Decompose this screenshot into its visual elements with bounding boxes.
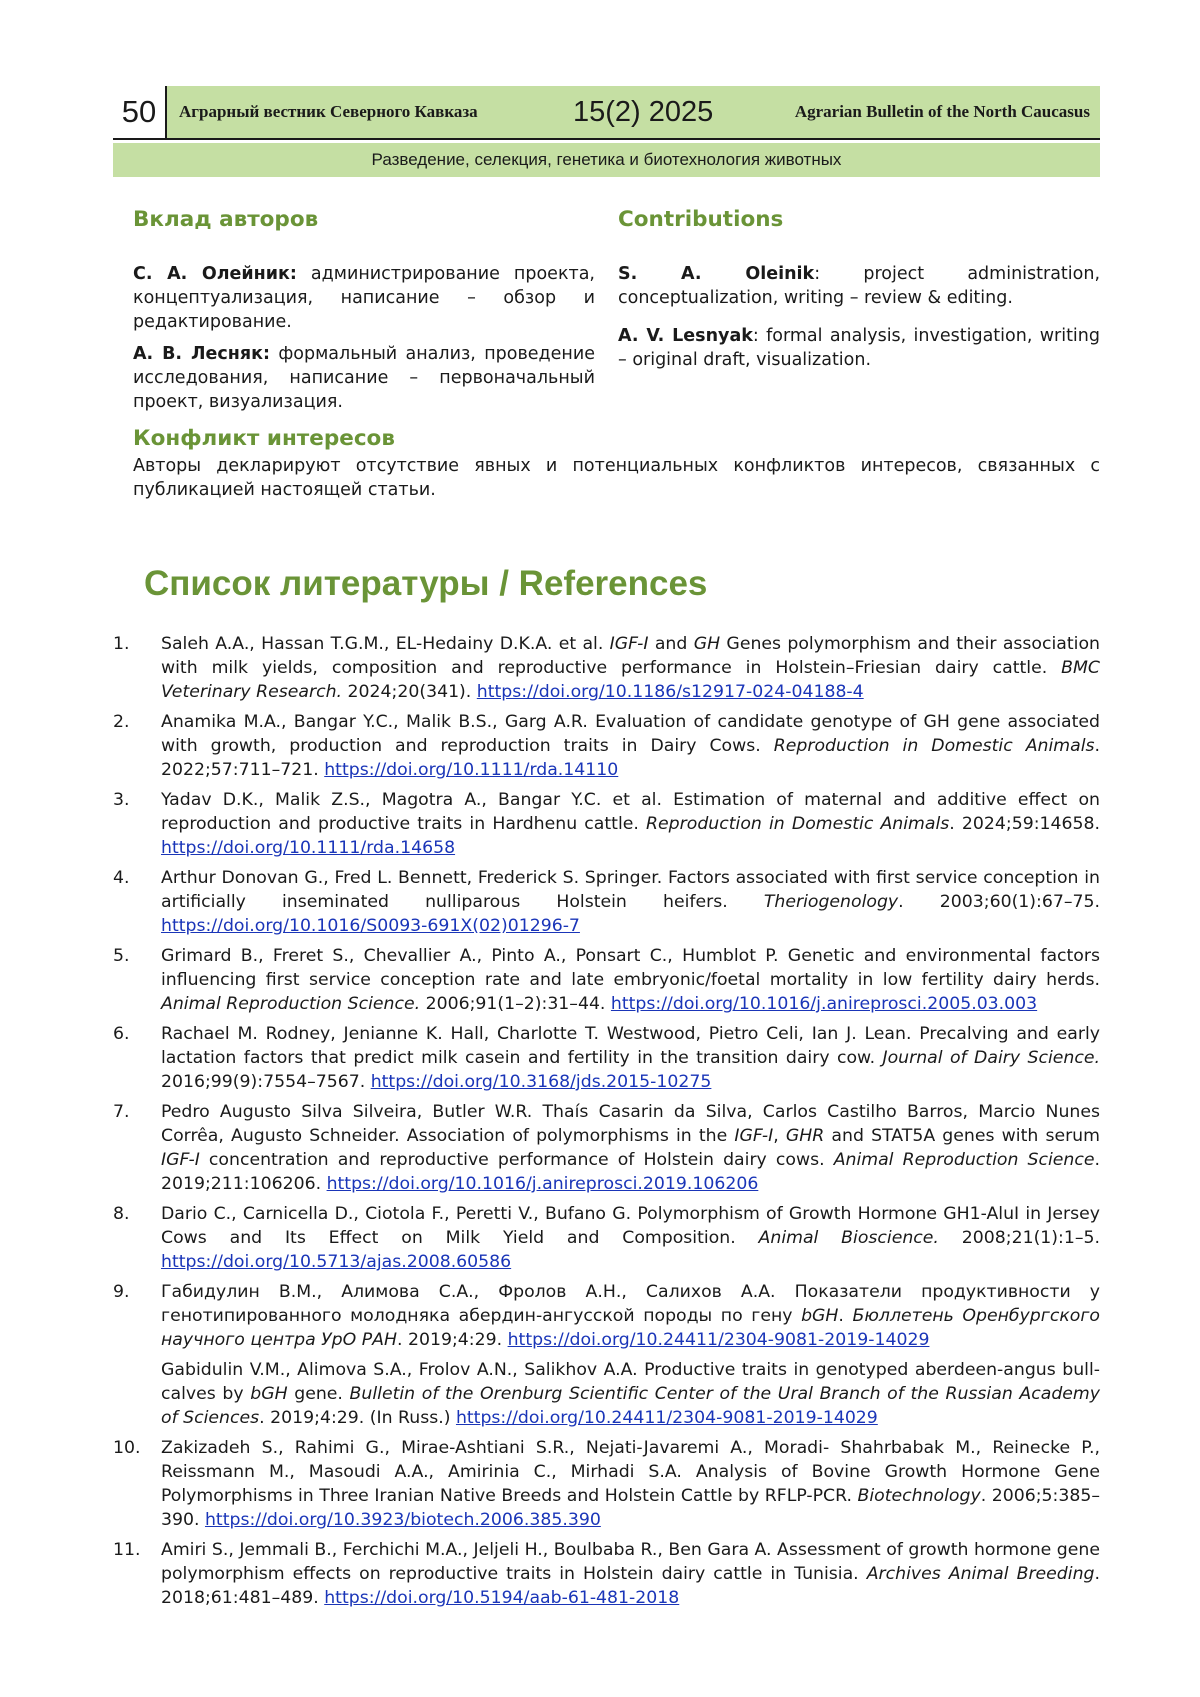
reference-text-translation <box>161 1358 1100 1430</box>
reference-italic: Animal Reproduction Science <box>833 1150 1095 1170</box>
contributions-ru <box>133 200 595 422</box>
author-role: администрирование проекта, концептуализация, написание – обзор и редактирование. <box>133 264 595 332</box>
reference-segment: . 2019;211:106206. <box>161 1150 1100 1194</box>
contributions-en-heading: Contributions <box>618 207 784 232</box>
doi-link[interactable]: https://doi.org/10.5713/ajas.2008.60586 <box>161 1252 512 1272</box>
reference-number: 9. <box>113 1282 130 1302</box>
author-name: S. A. Oleinik <box>618 264 815 284</box>
reference-text <box>161 710 1100 782</box>
reference-number: 10. <box>113 1438 141 1458</box>
section-title: Разведение, селекция, генетика и биотехнология животных <box>113 143 1100 177</box>
reference-number: 5. <box>113 946 130 966</box>
reference-item <box>113 710 1100 782</box>
reference-number: 8. <box>113 1204 130 1224</box>
reference-italic: IGF-I <box>161 1150 200 1170</box>
reference-italic: Bulletin of the Orenburg Scientific Center of the Ural Branch of the Russian Academy of Sciences <box>161 1384 1100 1428</box>
reference-item <box>113 866 1100 938</box>
author-name: С. А. Олейник: <box>133 264 297 284</box>
reference-segment: 2006;91(1–2):31–44. <box>420 994 611 1014</box>
reference-segment: and <box>648 634 694 654</box>
page-number: 50 <box>113 86 165 138</box>
contributions-ru-heading: Вклад авторов <box>133 207 319 232</box>
reference-segment: . 2006;5:385–390. <box>161 1486 1100 1530</box>
contribution-en-1 <box>618 262 1100 310</box>
reference-segment: Габидулин В.М., Алимова С.А., Фролов А.Н., Салихов А.А. Показатели продуктивности у генотипированного молодняка абердин-ангусской породы по гену <box>161 1282 1100 1326</box>
reference-item <box>113 1100 1100 1196</box>
reference-segment: . 2003;60(1):67–75. <box>898 892 1100 912</box>
reference-segment: Saleh A.A., Hassan T.G.M., EL-Hedainy D.K.A. et al. <box>161 634 610 654</box>
reference-item <box>113 944 1100 1016</box>
issue-number: 15(2) 2025 <box>573 96 714 128</box>
reference-number: 7. <box>113 1102 130 1122</box>
reference-segment: Grimard B., Freret S., Chevallier A., Pinto A., Ponsart C., Humblot P. Genetic and environmental factors influencing first service conception rate and late embryonic/foetal mortality in low fertility dairy herds. <box>161 946 1100 990</box>
reference-segment: Yadav D.K., Malik Z.S., Magotra A., Bangar Y.C. et al. Estimation of maternal and additive effect on reproduction and productive traits in Hardhenu cattle. <box>161 790 1100 834</box>
reference-text <box>161 1280 1100 1352</box>
reference-segment: Rachael M. Rodney, Jenianne K. Hall, Charlotte T. Westwood, Pietro Celi, Ian J. Lean. Precalving and early lactation factors that predict milk casein and fertility in the transition dairy cow. <box>161 1024 1100 1068</box>
author-role: формальный анализ, проведение исследования, написание – первоначальный проект, визуализация. <box>133 344 595 412</box>
reference-number: 6. <box>113 1024 130 1044</box>
reference-segment: 2024;20(341). <box>342 682 477 702</box>
reference-italic: bGH <box>801 1306 839 1326</box>
reference-segment: . 2019;4:29. (In Russ.) <box>259 1408 456 1428</box>
reference-segment: . <box>838 1306 853 1326</box>
reference-number: 1. <box>113 634 130 654</box>
reference-italic: Reproduction in Domestic Animals <box>646 814 950 834</box>
journal-title-en: Agrarian Bulletin of the North Caucasus <box>794 102 1090 121</box>
reference-segment: . 2024;59:14658. <box>949 814 1101 834</box>
reference-italic: GH <box>693 634 721 654</box>
reference-segment: Anamika M.A., Bangar Y.C., Malik B.S., Garg A.R. Evaluation of candidate genotype of GH gene associated with growth, production and reproduction traits in Dairy Cows. <box>161 712 1100 756</box>
doi-link[interactable]: https://doi.org/10.1016/j.anireprosci.2005.03.003 <box>610 994 1038 1014</box>
header-rule <box>113 138 1100 140</box>
reference-segment: Pedro Augusto Silva Silveira, Butler W.R. Thaís Casarin da Silva, Carlos Castilho Barros, Marcio Nunes Corrêa, Augusto Schneider. Association of polymorphisms in the <box>161 1102 1100 1146</box>
contribution-ru-1 <box>133 262 595 334</box>
doi-link[interactable]: https://doi.org/10.3923/biotech.2006.385.390 <box>204 1510 601 1530</box>
reference-italic: GHR <box>785 1126 825 1146</box>
references-list <box>113 632 1100 1616</box>
reference-italic: Animal Reproduction Science. <box>161 994 421 1014</box>
reference-italic: Journal of Dairy Science. <box>882 1048 1100 1068</box>
doi-link[interactable]: https://doi.org/10.24411/2304-9081-2019-14029 <box>455 1408 878 1428</box>
doi-link[interactable]: https://doi.org/10.1186/s12917-024-04188-4 <box>476 682 864 702</box>
doi-link[interactable]: https://doi.org/10.3168/jds.2015-10275 <box>370 1072 712 1092</box>
doi-link[interactable]: https://doi.org/10.24411/2304-9081-2019-14029 <box>507 1330 930 1350</box>
contributions-en <box>618 200 1100 380</box>
reference-italic: Biotechnology <box>857 1486 981 1506</box>
conflict-text: Авторы декларируют отсутствие явных и потенциальных конфликтов интересов, связанных с публикацией настоящей статьи. <box>133 456 1100 500</box>
reference-segment: Genes polymorphism and their association with milk yields, composition and reproductive performance in Holstein–Friesian dairy cattle. <box>161 634 1100 678</box>
reference-segment: . 2019;4:29. <box>397 1330 508 1350</box>
reference-number: 3. <box>113 790 130 810</box>
reference-italic: Archives Animal Breeding <box>866 1564 1095 1584</box>
author-role: : formal analysis, investigation, writing – original draft, visualization. <box>618 326 1100 370</box>
reference-text <box>161 944 1100 1016</box>
reference-segment: . 2022;57:711–721. <box>161 736 1100 780</box>
reference-italic: IGF-I <box>609 634 649 654</box>
reference-item <box>113 1280 1100 1430</box>
reference-text <box>161 788 1100 860</box>
contribution-ru-2 <box>133 342 595 414</box>
reference-italic: Animal Bioscience. <box>758 1228 939 1248</box>
reference-segment: gene. <box>287 1384 350 1404</box>
reference-segment: and STAT5A genes with serum <box>824 1126 1100 1146</box>
reference-segment: Arthur Donovan G., Fred L. Bennett, Frederick S. Springer. Factors associated with first service conception in artificially inseminated nulliparous Holstein heifers. <box>161 868 1100 912</box>
reference-text <box>161 1436 1100 1532</box>
reference-number: 11. <box>113 1540 141 1560</box>
reference-segment: Dario C., Carnicella D., Ciotola F., Peretti V., Bufano G. Polymorphism of Growth Hormone GH1-AluI in Jersey Cows and Its Effect on Milk Yield and Composition. <box>161 1204 1100 1248</box>
journal-title-ru: Аграрный вестник Северного Кавказа <box>179 102 478 121</box>
reference-segment: concentration and reproductive performance of Holstein dairy cows. <box>199 1150 834 1170</box>
conflict-of-interest <box>133 424 1100 502</box>
doi-link[interactable]: https://doi.org/10.1016/j.anireprosci.2019.106206 <box>326 1174 759 1194</box>
reference-number: 2. <box>113 712 130 732</box>
reference-number: 4. <box>113 868 130 888</box>
reference-text <box>161 1022 1100 1094</box>
reference-item <box>113 632 1100 704</box>
references-heading: Список литературы / References <box>144 564 708 603</box>
reference-segment: Amiri S., Jemmali B., Ferchichi M.A., Jeljeli H., Boulbaba R., Ben Gara A. Assessment of growth hormone gene polymorphism effects on reproductive traits in Holstein dairy cattle in Tunisia. <box>161 1540 1100 1584</box>
contribution-en-2 <box>618 324 1100 372</box>
reference-italic: Бюллетень Оренбургского научного центра УрО РАН <box>161 1306 1100 1350</box>
reference-text <box>161 632 1100 704</box>
reference-segment: 2008;21(1):1–5. <box>938 1228 1100 1248</box>
reference-text <box>161 1202 1100 1274</box>
doi-link[interactable]: https://doi.org/10.5194/aab-61-481-2018 <box>324 1588 680 1608</box>
reference-italic: IGF-I <box>734 1126 774 1146</box>
reference-item <box>113 1538 1100 1610</box>
author-role: : project administration, conceptualization, writing – review & editing. <box>618 264 1101 308</box>
author-name: A. V. Lesnyak <box>618 326 753 346</box>
journal-header <box>113 86 1100 138</box>
reference-item <box>113 1436 1100 1532</box>
doi-link[interactable]: https://doi.org/10.1016/S0093-691X(02)01296-7 <box>161 916 580 936</box>
reference-segment: . 2018;61:481–489. <box>161 1564 1101 1608</box>
reference-item <box>113 1022 1100 1094</box>
reference-item <box>113 1202 1100 1274</box>
reference-item <box>113 788 1100 860</box>
reference-italic: Reproduction in Domestic Animals <box>773 736 1095 756</box>
reference-text <box>161 1538 1100 1610</box>
reference-text <box>161 866 1100 938</box>
reference-italic: BMC Veterinary Research. <box>161 658 1100 702</box>
reference-segment: 2016;99(9):7554–7567. <box>161 1072 371 1092</box>
reference-text <box>161 1100 1100 1196</box>
reference-italic: bGH <box>250 1384 288 1404</box>
doi-link[interactable]: https://doi.org/10.1111/rda.14658 <box>161 838 456 858</box>
author-name: А. В. Лесняк: <box>133 344 270 364</box>
reference-segment: Gabidulin V.M., Alimova S.A., Frolov A.N., Salikhov A.A. Productive traits in genotyped aberdeen-angus bull-calves by <box>161 1360 1100 1404</box>
reference-segment: , <box>773 1126 786 1146</box>
reference-italic: Theriogenology <box>763 892 899 912</box>
header-divider <box>165 86 167 138</box>
conflict-heading: Конфликт интересов <box>133 426 395 451</box>
reference-segment: Zakizadeh S., Rahimi G., Mirae-Ashtiani S.R., Nejati-Javaremi A., Moradi- Shahrbabak M., Reinecke P., Reissmann M., Masoudi A.A., Amirinia C., Mirhadi S.A. Analysis of Bovine Growth Hormone Gene Polymorphisms in Three Iranian Native Breeds and Holstein Cattle by RFLP-PCR. <box>161 1438 1100 1506</box>
doi-link[interactable]: https://doi.org/10.1111/rda.14110 <box>324 760 619 780</box>
